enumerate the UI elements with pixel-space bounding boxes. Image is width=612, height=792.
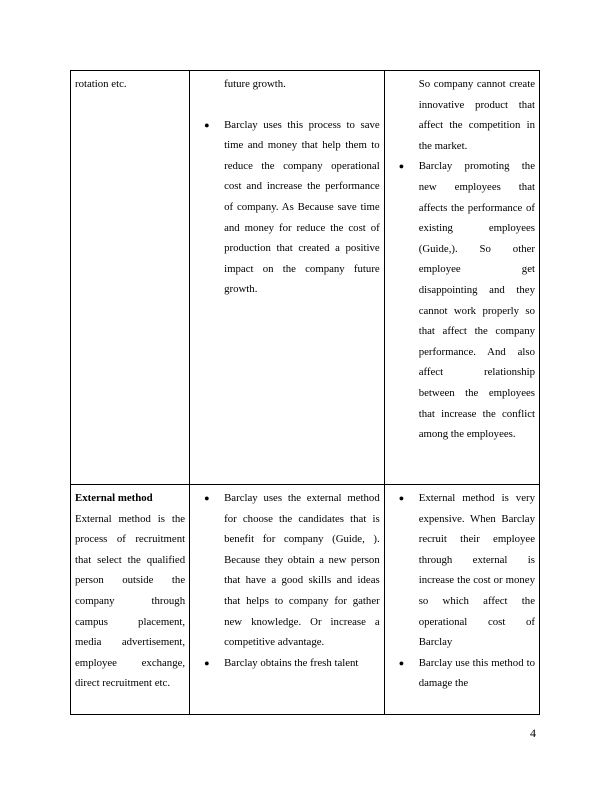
bullet-list (389, 156, 535, 444)
bullet-icon: ● (204, 657, 210, 668)
list-item: ● Barclay uses the external method for choose the candidates that is benefit for company (Guide, ). Because they obtain a new person that have a good skills and ideas that helps to company for gather new knowledge. Or increase a competitive advantage. (194, 488, 380, 653)
bullet-list (389, 488, 535, 694)
table-row (71, 485, 540, 715)
page-number: 4 (530, 726, 536, 740)
list-item: ● Barclay use this method to damage the (389, 653, 535, 694)
cell-heading: External method (75, 492, 153, 504)
cell-text: External method is the process of recruitment that select the qualified person outside the company through campus placement, media advertisement, employee exchange, direct recruitment etc. (75, 512, 186, 690)
table-cell (71, 485, 190, 715)
cell-lead-text: So company cannot create innovative product that affect the competition in the market. (418, 78, 535, 152)
content-table (70, 70, 540, 715)
bullet-icon: ● (398, 657, 405, 668)
cell-text: rotation etc. (75, 78, 127, 90)
list-item: ● External method is very expensive. When Barclay recruit their employee through external is increase the cost or money so which affect the operational cost of Barclay (389, 488, 535, 653)
table-row (71, 71, 540, 485)
bullet-icon: ● (398, 161, 405, 172)
bullet-icon: ● (204, 119, 210, 130)
table-cell (190, 71, 385, 485)
list-item: ● Barclay promoting the new employees that affects the performance of existing employees (Guide,). So other employee get disappointing and they cannot work properly so that affect the company performance. And also affect relationship between the employees that increase the conflict among the employees. (389, 156, 535, 444)
bullet-list (194, 488, 380, 673)
bullet-icon: ● (398, 493, 405, 503)
table-cell (71, 71, 190, 485)
list-item: ● Barclay uses this process to save time and money that help them to reduce the company operational cost and increase the performance of company. As Because save time and money for reduce the cost of production that created a positive impact on the company future growth. (194, 115, 380, 300)
table-cell (190, 485, 385, 715)
table-cell (384, 71, 539, 485)
bullet-list (194, 115, 380, 300)
list-item: ● Barclay obtains the fresh talent (194, 653, 380, 674)
bullet-icon: ● (204, 493, 210, 503)
table-cell (384, 485, 539, 715)
cell-lead-text: future growth. (224, 78, 286, 90)
